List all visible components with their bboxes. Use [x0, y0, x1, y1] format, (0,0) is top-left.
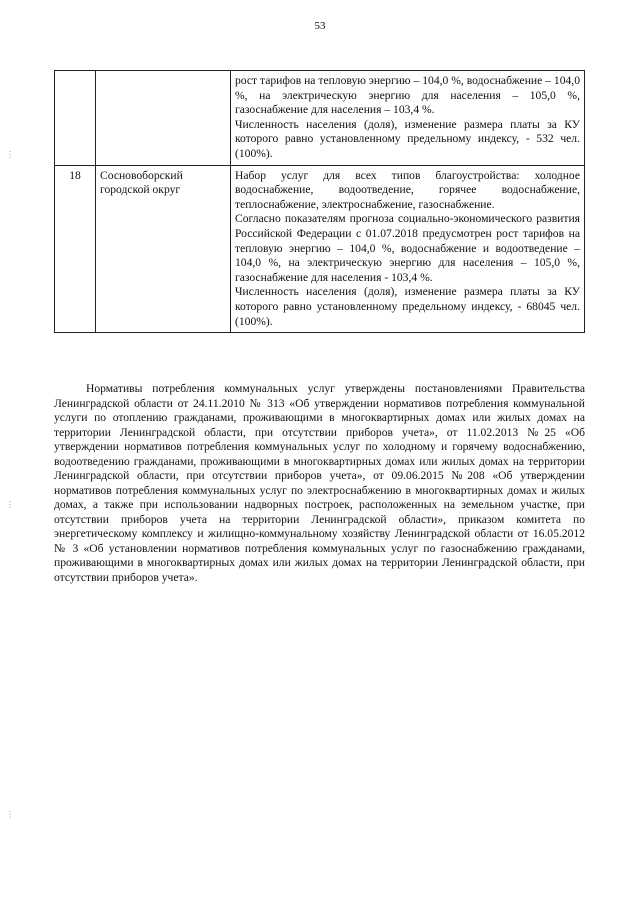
row-number-cell: 18 [55, 165, 96, 333]
tariff-table [54, 70, 585, 333]
scan-mark: ⋮ [6, 500, 14, 509]
page-number: 53 [314, 20, 326, 32]
row-number-cell [55, 71, 96, 166]
description-paragraph: рост тарифов на тепловую энергию – 104,0 %, водоснабжение – 104,0 %, на электрическую энергию для населения – 105,0 %, газоснабжение для населения – 103,4 %. [235, 74, 580, 117]
table-row [55, 165, 585, 333]
description-paragraph: Набор услуг для всех типов благоустройства: холодное водоснабжение, водоотведение, горячее водоснабжение, теплоснабжение, электроснабжение, газоснабжение. [235, 168, 580, 211]
description-paragraph: Численность населения (доля), изменение размера платы за КУ которого равно установленному предельному индексу, - 532 чел. (100%). [235, 117, 580, 160]
description-cell [231, 165, 585, 333]
body-paragraph: Нормативы потребления коммунальных услуг утверждены постановлениями Правительства Ленинградской области от 24.11.2010 № 313 «Об утверждении нормативов потребления коммунальной услуги по отоплению гражданами, проживающими в многоквартирных домах или жилых домах на территории Ленинградской области, при отсутствии приборов учета», от 11.02.2013 №25 «Об утверждении нормативов потребления коммунальных услуг по холодному и горячему водоснабжению, водоотведению гражданами, проживающими в многоквартирных домах или жилых домах на территории Ленинградской области, при отсутствии приборов учета», от 09.06.2015 №208 «Об утверждении нормативов потребления коммунальных услуг по электроснабжению в многоквартирных домах и жилых домах, а также при использовании надворных построек, расположенных на земельном участке, при отсутствии приборов учета на территории Ленинградской области», приказом комитета по энергетическому комплексу и жилищно-коммунальному хозяйству Ленинградской области от 16.05.2012 № 3 «Об установлении нормативов потребления коммунальных услуг по газоснабжению гражданами, проживающими в многоквартирных домах или жилых домах на территории Ленинградской области, при отсутствии приборов учета». [54, 382, 585, 584]
description-paragraph: Численность населения (доля), изменение размера платы за КУ которого равно установленному предельному индексу, - 68045 чел. (100%). [235, 285, 580, 328]
description-paragraph: Согласно показателям прогноза социально-экономического развития Российской Федерации с 01.07.2018 предусмотрен рост тарифов на тепловую энергию – 104,0 %, водоснабжение и водоотведение – 104,0 %, на электрическую энергию для населения – 105,0 %, газоснабжение для населения - 103,4 %. [235, 212, 580, 284]
table-row [55, 71, 585, 166]
scan-mark: ⋮ [6, 810, 14, 819]
description-cell [231, 71, 585, 166]
municipality-cell: Сосновоборский городской округ [96, 165, 231, 333]
municipality-cell [96, 71, 231, 166]
scan-mark: ⋮ [6, 150, 14, 159]
